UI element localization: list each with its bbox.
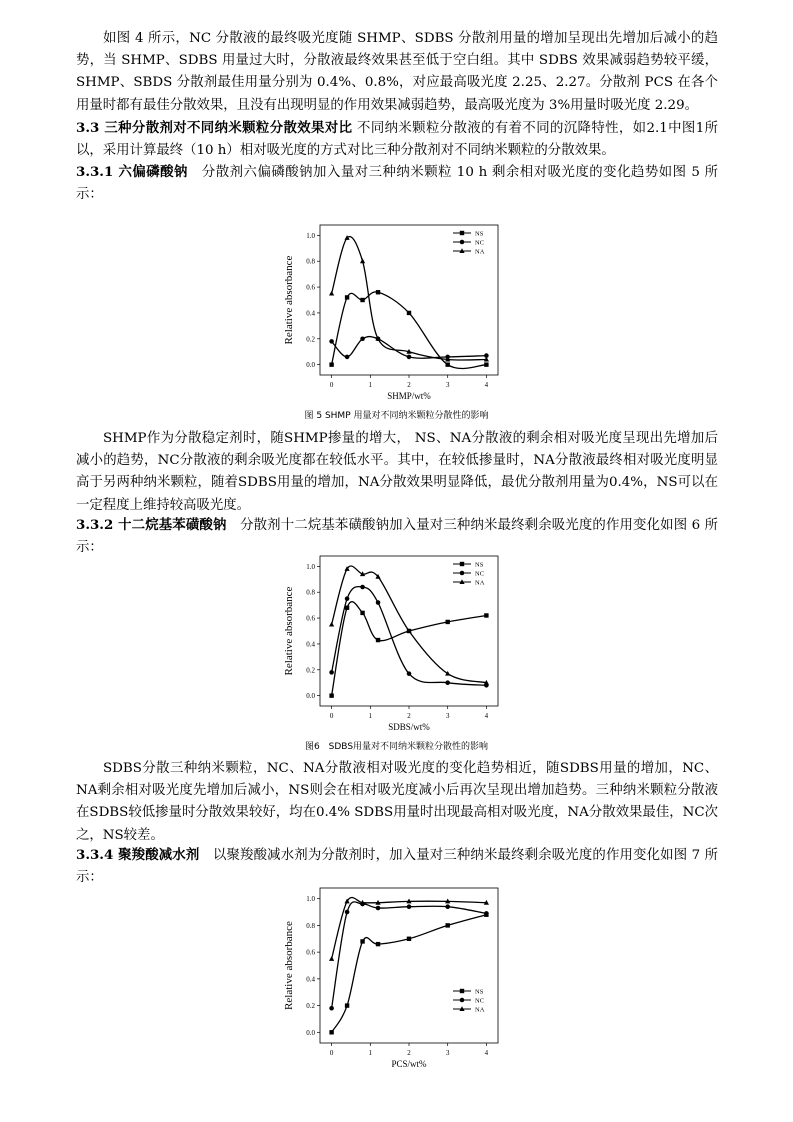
x-tick-label: 0 [329,1049,334,1057]
paragraph-sdbs: SDBS分散三种纳米颗粒，NC、NA分散液相对吸光度的变化趋势相近，随SDBS用量的增加，NC、NA剩余相对吸光度先增加后减小，NS则会在相对吸光度减小后再次呈现出增加趋势。三种纳米颗粒分散液在SDBS较低掺量时分散效果较好，均在0.4% SDBS用量时出现最高相对吸光度，NA分散效果最佳，NC次之，NS较差。 [76,761,718,843]
y-tick-label: 0.0 [306,361,315,370]
data-point-ns [360,611,364,615]
legend-marker-nc [460,998,465,1003]
data-point-nc [329,339,334,344]
data-point-na [445,671,450,676]
legend-marker-ns [460,231,464,235]
x-tick-label: 4 [484,1049,489,1057]
data-point-nc [360,336,365,341]
x-axis-label: SHMP/wt% [387,391,431,401]
legend-label-na: NA [475,579,485,587]
y-axis-label: Relative absorbance [283,586,295,676]
legend-label-na: NA [475,248,485,256]
y-tick-label: 0.4 [306,975,315,984]
y-tick-label: 0.0 [306,692,315,701]
data-point-nc [484,911,489,916]
x-tick-label: 2 [407,381,411,389]
y-tick-label: 1.0 [306,895,315,904]
legend-marker-ns [460,989,464,993]
x-axis-label: PCS/wt% [391,1059,427,1069]
figure-5-chart [270,215,520,405]
legend-marker-ns [460,562,464,566]
x-tick-label: 1 [368,712,373,720]
figure-6-caption: 图6 SDBS用量对不同纳米颗粒分散性的影响 [304,742,489,752]
legend-label-nc: NC [475,997,485,1005]
data-point-nc [360,585,365,590]
section-3-3-4-heading: 3.3.4 聚羧酸减水剂 [76,847,200,863]
figure-6-chart [270,546,520,736]
section-3-3-2-body: 分散剂十二烷基苯磺酸钠加入量对三种纳米最终剩余吸光度的作用变化如图 6 所示： [76,518,719,556]
data-point-nc [407,671,412,676]
section-3-3-2-heading: 3.3.2 十二烷基苯磺酸钠 [76,517,227,533]
x-tick-label: 0 [329,712,334,720]
y-tick-label: 0.2 [306,666,315,675]
data-point-ns [445,362,449,366]
y-tick-label: 0.6 [306,948,315,957]
data-point-na [360,258,365,263]
series-line-na [332,237,487,360]
data-point-ns [360,298,364,302]
data-point-na [329,956,334,961]
data-point-ns [445,923,449,927]
y-axis-label: Relative absorbance [283,255,295,345]
section-3-3-body: 不同纳米颗粒分散液的有着不同的沉降特性，如2.1中图1所以，采用计算最终（10 h）相对吸光度的方式对比三种分散剂对不同纳米颗粒的分散效果。 [76,121,718,159]
data-point-ns [484,613,488,617]
legend-label-nc: NC [475,239,485,247]
paragraph-intro: 如图 4 所示，NC 分散液的最终吸光度随 SHMP、SDBS 分散剂用量的增加呈现出先增加后减小的趋势，当 SHMP、SDBS 用量过大时，分散液最终效果甚至低于空白组。其中 SDBS 效果减弱趋势较平缓，SHMP、SBDS 分散剂最佳用量分别为 0.4%、0.8%，对应最高吸光度 2.25、2.27。分散剂 PCS 在各个用量时都有最佳分散效果，且没有出现明显的作用效果减弱趋势，最高吸光度为 3%用量时吸光度 2.29。 [76,31,718,113]
section-3-3-1-body: 分散剂六偏磷酸钠加入量对三种纳米颗粒 10 h 剩余相对吸光度的变化趋势如图 5 所示： [76,165,719,203]
data-point-ns [345,295,349,299]
data-point-nc [407,904,412,909]
y-tick-label: 0.0 [306,1028,315,1037]
section-3-3-heading: 3.3 三种分散剂对不同纳米颗粒分散效果对比 [76,120,353,136]
y-tick-label: 0.6 [306,614,315,623]
x-axis-label: SDBS/wt% [388,722,430,732]
data-point-nc [407,355,412,360]
figure-7-chart [270,878,520,1073]
section-3-3-1 [76,161,718,206]
data-point-ns [407,311,411,315]
legend-marker-nc [460,571,465,576]
legend-label-na: NA [475,1006,485,1014]
data-point-ns [407,937,411,941]
data-point-ns [329,1030,333,1034]
data-point-ns [376,638,380,642]
series-line-ns [332,915,487,1033]
x-tick-label: 1 [368,1049,373,1057]
data-point-nc [445,904,450,909]
data-point-nc [345,355,350,360]
data-point-na [344,235,349,240]
section-3-3 [76,117,718,162]
x-tick-label: 3 [445,712,450,720]
data-point-ns [329,693,333,697]
data-point-nc [376,600,381,605]
x-tick-label: 4 [484,712,489,720]
x-tick-label: 0 [329,381,334,389]
legend-label-ns: NS [475,561,484,569]
data-point-ns [345,1003,349,1007]
x-tick-label: 2 [407,1049,411,1057]
data-point-nc [345,910,350,915]
y-tick-label: 0.4 [306,309,315,318]
section-3-3-4-body: 以聚羧酸减水剂为分散剂时，加入量对三种纳米最终剩余吸光度的作用变化如图 7 所示： [76,848,718,886]
y-axis-label: Relative absorbance [283,921,295,1010]
data-point-nc [345,596,350,601]
y-tick-label: 0.8 [306,257,315,266]
data-point-na [329,622,334,627]
y-tick-label: 0.2 [306,335,315,344]
y-tick-label: 0.8 [306,588,315,597]
x-tick-label: 1 [368,381,373,389]
figure-5-caption: 图 5 SHMP 用量对不同纳米颗粒分散性的影响 [304,411,489,421]
data-point-ns [360,939,364,943]
data-point-nc [445,680,450,685]
x-tick-label: 2 [407,712,411,720]
series-line-nc [332,587,487,686]
legend-label-nc: NC [475,570,485,578]
data-point-ns [329,362,333,366]
paragraph-shmp: SHMP作为分散稳定剂时，随SHMP掺量的增大， NS、NA分散液的剩余相对吸光度呈现出先增加后减小的趋势，NC分散液的剩余吸光度都在较低水平。其中，在较低掺量时，NA分散液最终相对吸光度明显高于另两种纳米颗粒，随着SDBS用量的增加，NA分散效果明显降低，最优分散剂用量为0.4%，NS可以在一定程度上维持较高吸光度。 [76,431,718,513]
section-3-3-1-heading: 3.3.1 六偏磷酸钠 [76,164,188,180]
y-tick-label: 0.8 [306,921,315,930]
data-point-ns [376,290,380,294]
y-tick-label: 0.2 [306,1002,315,1011]
y-tick-label: 1.0 [306,231,315,240]
y-tick-label: 1.0 [306,562,315,571]
series-line-ns [332,602,487,696]
legend-label-ns: NS [475,230,484,238]
data-point-nc [329,1006,334,1011]
data-point-ns [376,942,380,946]
x-tick-label: 3 [445,1049,450,1057]
y-tick-label: 0.6 [306,283,315,292]
legend-label-ns: NS [475,988,484,996]
data-point-na [329,291,334,296]
data-point-ns [484,362,488,366]
data-point-nc [329,670,334,675]
data-point-ns [445,620,449,624]
data-point-nc [376,906,381,911]
y-tick-label: 0.4 [306,640,315,649]
x-tick-label: 4 [484,381,489,389]
legend-marker-nc [460,240,465,245]
x-tick-label: 3 [445,381,450,389]
